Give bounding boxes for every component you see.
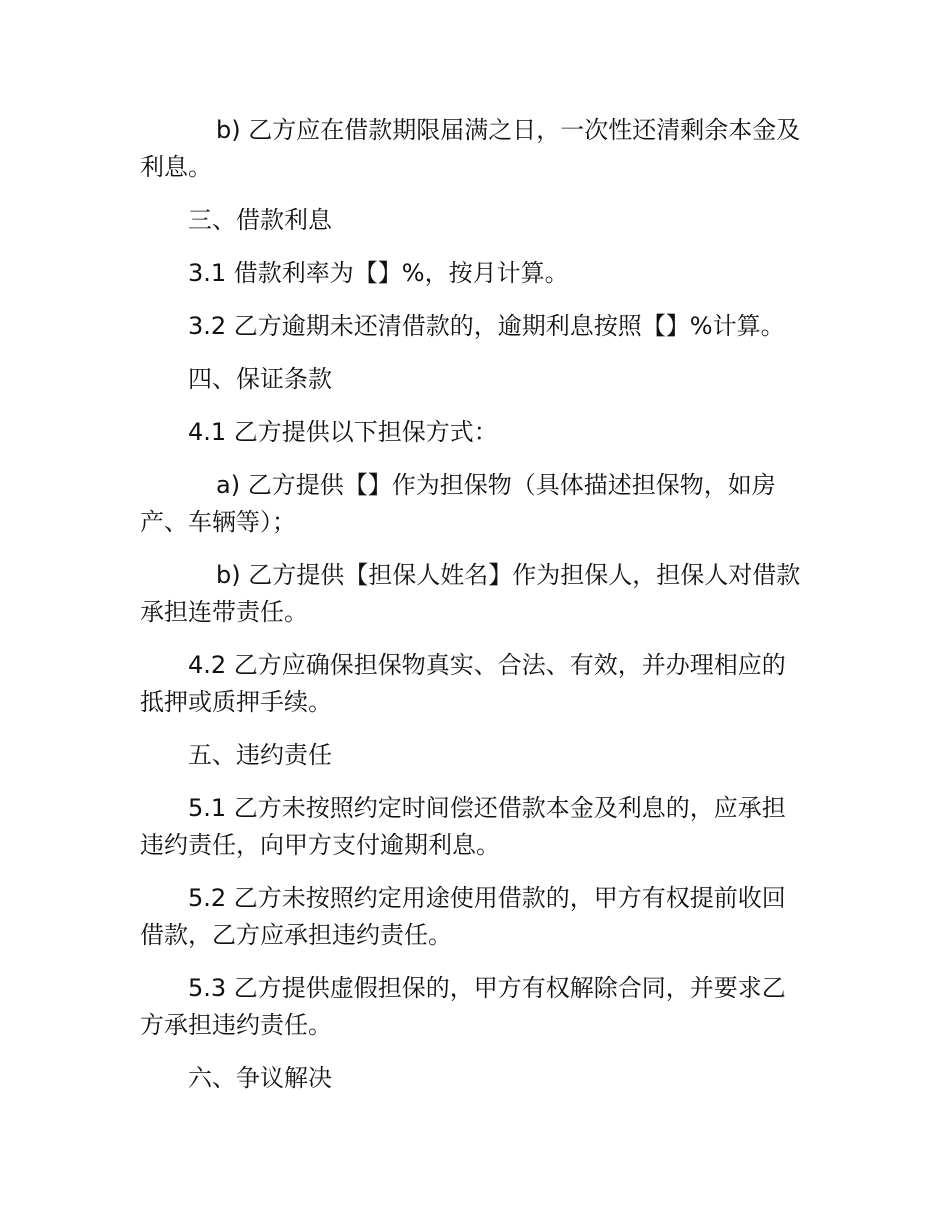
clause-3-1: 3.1 借款利率为【】%，按月计算。: [188, 259, 569, 287]
section-heading-dispute: 六、争议解决: [188, 1064, 332, 1092]
clause-4-1-a: a) 乙方提供【】作为担保物（具体描述担保物，如房产、车辆等）；: [140, 471, 776, 536]
clause-4-1-b: b) 乙方提供【担保人姓名】作为担保人，担保人对借款承担连带责任。: [140, 561, 801, 626]
clause-2-b-repayment: b) 乙方应在借款期限届满之日，一次性还清剩余本金及利息。: [140, 116, 801, 181]
document-body: [140, 112, 804, 1113]
clause-4-2: 4.2 乙方应确保担保物真实、合法、有效，并办理相应的抵押或质押手续。: [140, 651, 786, 716]
clause-5-2: 5.2 乙方未按照约定用途使用借款的，甲方有权提前收回借款，乙方应承担违约责任。: [140, 884, 786, 949]
clause-4-1: 4.1 乙方提供以下担保方式：: [188, 418, 498, 446]
clause-5-3: 5.3 乙方提供虚假担保的，甲方有权解除合同，并要求乙方承担违约责任。: [140, 974, 786, 1039]
section-heading-guarantee: 四、保证条款: [188, 365, 332, 393]
section-heading-interest: 三、借款利息: [188, 206, 332, 234]
section-heading-liability: 五、违约责任: [188, 741, 332, 769]
clause-3-2: 3.2 乙方逾期未还清借款的，逾期利息按照【】%计算。: [188, 312, 785, 340]
clause-5-1: 5.1 乙方未按照约定时间偿还借款本金及利息的，应承担违约责任，向甲方支付逾期利息。: [140, 794, 786, 859]
